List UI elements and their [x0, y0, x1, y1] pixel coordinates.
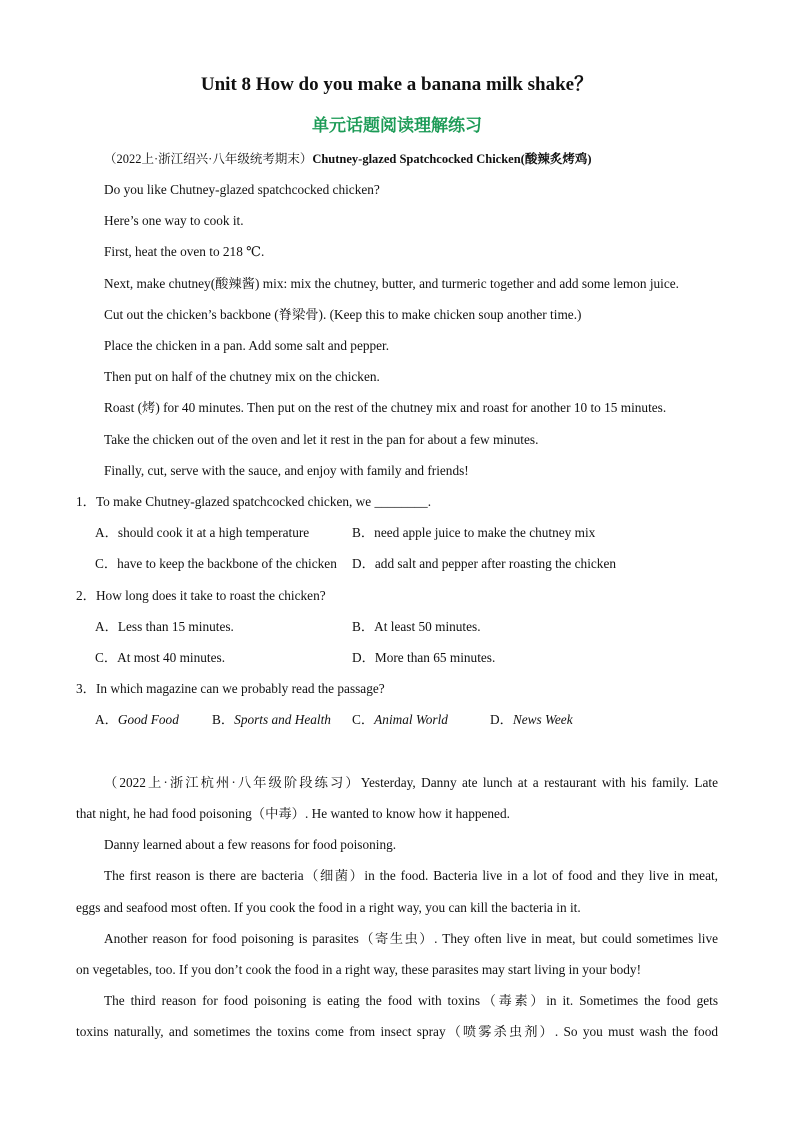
passage1-line: First, heat the oven to 218 ℃. — [104, 244, 265, 259]
passage2-line: that night, he had food poisoning（中毒）. He wanted to know how it happened. — [76, 806, 510, 821]
page-title: Unit 8 How do you make a banana milk shake？ — [200, 74, 594, 95]
passage1-source-line — [104, 150, 592, 168]
passage1-line: Place the chicken in a pan. Add some salt and pepper. — [104, 338, 390, 353]
passage1-source: （2022上·浙江绍兴·八年级统考期末） — [104, 152, 313, 166]
option-letter: B． — [212, 712, 235, 727]
option-text: Good Food — [117, 712, 179, 727]
page-subtitle: 单元话题阅读理解练习 — [312, 116, 482, 136]
question-2-option-d: D．More than 65 minutes. — [352, 650, 496, 665]
question-3-option-a — [95, 711, 179, 729]
option-text: Animal World — [374, 712, 448, 727]
passage2-line: （2022上·浙江杭州·八年级阶段练习）Yesterday, Danny ate lunch at a restaurant with his family. Late — [104, 775, 718, 790]
passage1-line: Next, make chutney(酸辣酱) mix: mix the chutney, butter, and turmeric together and add some lemon juice. — [104, 276, 680, 291]
passage1-line: Take the chicken out of the oven and let it rest in the pan for about a few minutes. — [104, 432, 539, 447]
passage2-line: eggs and seafood most often. If you cook the food in a right way, you can kill the bacteria in it. — [76, 900, 581, 915]
passage1-line: Roast (烤) for 40 minutes. Then put on the rest of the chutney mix and roast for another 10 to 15 minutes. — [104, 400, 667, 415]
passage1-line: Then put on half of the chutney mix on the chicken. — [104, 369, 380, 384]
question-2-option-a: A．Less than 15 minutes. — [95, 619, 234, 634]
question-1-option-a: A．should cook it at a high temperature — [95, 525, 310, 540]
question-3-stem: 3．In which magazine can we probably read the passage? — [76, 681, 385, 696]
passage1-line: Do you like Chutney-glazed spatchcocked chicken? — [104, 182, 380, 197]
passage1-line: Here’s one way to cook it. — [104, 213, 244, 228]
passage1-line: Finally, cut, serve with the sauce, and enjoy with family and friends! — [104, 463, 469, 478]
question-2-stem: 2．How long does it take to roast the chicken? — [76, 588, 326, 603]
question-3-option-c — [352, 711, 448, 729]
question-2-option-c: C．At most 40 minutes. — [95, 650, 226, 665]
question-1-option-d: D．add salt and pepper after roasting the chicken — [352, 556, 616, 571]
question-1-option-b: B．need apple juice to make the chutney mix — [352, 525, 596, 540]
option-text: News Week — [512, 712, 573, 727]
question-1-option-c: C．have to keep the backbone of the chicken — [95, 556, 337, 571]
passage2-line: Danny learned about a few reasons for food poisoning. — [104, 837, 397, 852]
question-2-option-b: B．At least 50 minutes. — [352, 619, 481, 634]
question-3-option-d — [490, 711, 573, 729]
passage2-line: on vegetables, too. If you don’t cook the food in a right way, these parasites may start living in your body! — [76, 962, 641, 977]
option-letter: A． — [95, 712, 118, 727]
question-1-stem: 1．To make Chutney-glazed spatchcocked chicken, we ________. — [76, 494, 432, 509]
passage2-line: The first reason is there are bacteria（细菌）in the food. Bacteria live in a lot of food and they live in meat, — [104, 868, 718, 883]
option-letter: C． — [352, 712, 375, 727]
passage2-line: The third reason for food poisoning is eating the food with toxins（毒素）in it. Sometimes the food gets — [104, 993, 718, 1008]
passage1-heading: Chutney-glazed Spatchcocked Chicken(酸辣炙烤鸡) — [312, 152, 592, 166]
question-3-option-b — [212, 711, 331, 729]
passage2-line: toxins naturally, and sometimes the toxins come from insect spray（喷雾杀虫剂）. So you must wash the food — [76, 1024, 718, 1039]
passage2-line: Another reason for food poisoning is parasites（寄生虫）. They often live in meat, but could sometimes live — [104, 931, 718, 946]
option-text: Sports and Health — [234, 712, 331, 727]
passage1-line: Cut out the chicken’s backbone (脊梁骨). (Keep this to make chicken soup another time.) — [104, 307, 582, 322]
option-letter: D． — [490, 712, 513, 727]
